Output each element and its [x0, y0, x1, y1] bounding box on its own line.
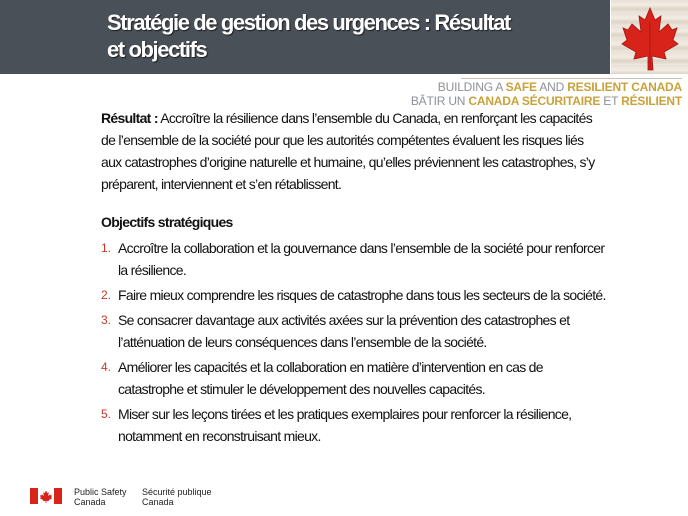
list-item: [101, 284, 607, 306]
list-item-text: Miser sur les leçons tirées et les pratiques exemplaires pour renforcer la résilience, notamment en reconstruisant mieux.: [118, 406, 572, 444]
result-paragraph: [101, 107, 607, 195]
slide-title-line-1: Stratégie de gestion des urgences : Résultat: [107, 10, 510, 35]
list-item-text: Accroître la collaboration et la gouvernance dans l’ensemble de la société pour renforcer la résilience.: [118, 240, 605, 278]
tagline-fr-resilient: RÉSILIENT: [621, 94, 682, 108]
tagline-fr-et: ET: [600, 94, 622, 108]
tagline-rule: [461, 78, 682, 79]
maple-leaf-icon: [611, 0, 688, 74]
tagline-en-resilient: RESILIENT CANADA: [567, 80, 682, 94]
objectives-list: [101, 237, 607, 447]
list-item: [101, 309, 607, 353]
list-item-text: Se consacrer davantage aux activités axées sur la prévention des catastrophes et l’atténuation de leurs conséquences dans l’ensemble de la société.: [118, 312, 570, 350]
footer-en-line-1: Public Safety: [74, 487, 127, 497]
objectives-heading: Objectifs stratégiques: [101, 214, 233, 230]
result-label: Résultat :: [101, 110, 158, 126]
list-item-number: 1.: [101, 241, 112, 255]
slide-title-line-2: et objectifs: [107, 37, 207, 62]
list-item-number: 2.: [101, 288, 112, 302]
result-text: Accroître la résilience dans l’ensemble du Canada, en renforçant les capacités de l’ensemble de la société pour que les autorités compétentes évaluent les risques liés aux catastrophes d’origine naturelle et humaine, qu’elles préviennent les catastrophes, s’y préparent, interviennent et s’en rétablissent.: [101, 110, 595, 192]
tagline-fr: [411, 94, 682, 108]
footer-fr-line-2: Canada: [142, 497, 174, 507]
footer-department-en: [74, 487, 127, 507]
tagline-fr-prefix: BÂTIR UN: [410, 94, 469, 108]
footer-en-line-2: Canada: [74, 497, 106, 507]
footer-fr-line-1: Sécurité publique: [142, 487, 212, 497]
list-item-number: 3.: [101, 313, 112, 327]
list-item-text: Améliorer les capacités et la collaboration en matière d’intervention en cas de catastrophe et stimuler le développement des nouvelles capacités.: [118, 359, 543, 397]
footer-department-fr: [142, 487, 212, 507]
slide-content: [101, 107, 607, 450]
canada-flag-icon: [30, 488, 62, 504]
tagline: [411, 80, 682, 108]
title-bar: [0, 0, 610, 74]
tagline-fr-canada: CANADA SÉCURITAIRE: [468, 94, 601, 108]
list-item: [101, 356, 607, 400]
list-item-text: Faire mieux comprendre les risques de catastrophe dans tous les secteurs de la société.: [118, 287, 606, 303]
list-item-number: 5.: [101, 407, 112, 421]
slide-title: [107, 9, 577, 63]
list-item-number: 4.: [101, 360, 112, 374]
maple-leaf-image: [611, 0, 688, 74]
tagline-en: [411, 80, 682, 94]
tagline-en-safe: SAFE: [505, 80, 537, 94]
tagline-en-prefix: BUILDING A: [437, 80, 506, 94]
list-item: [101, 403, 607, 447]
tagline-en-and: AND: [536, 80, 568, 94]
list-item: [101, 237, 607, 281]
